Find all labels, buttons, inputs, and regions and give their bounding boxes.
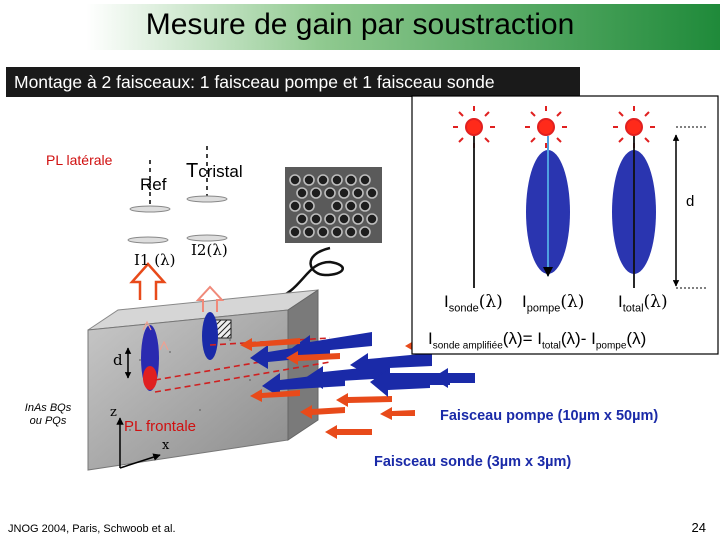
pump-spot-crystal (202, 312, 218, 360)
photonic-crystal-image (285, 167, 382, 243)
pl-frontale-label: PL frontale (124, 418, 196, 435)
pump-arrows-right (370, 368, 475, 397)
sample-label: InAs BQs ou PQs (24, 402, 72, 427)
probe-arrows-right (380, 407, 415, 420)
page-title: Mesure de gain par soustraction (145, 8, 575, 41)
pl-laterale-label: PL latérale (46, 152, 113, 168)
pump-beam-label: Faisceau pompe (10µm x 50µm) (440, 408, 659, 424)
t-cristal-label: Tcristal (186, 160, 243, 182)
probe-beam-label: Faisceau sonde (3µm x 3µm) (374, 454, 572, 470)
right-d-label: d (686, 193, 695, 210)
z-axis-label: z (110, 405, 117, 420)
i1-label: I1 (λ) (134, 251, 176, 269)
page-number: 24 (691, 520, 706, 535)
ref-label: Ref (140, 175, 167, 194)
ref-marker (128, 160, 170, 243)
wall-d-label: d (113, 351, 123, 369)
gain-formula: $I_{sonde amplifiée}(\lambda)= I_{total}(\lambda)-$ $I_{pompe}(\lambda)$ (428, 329, 647, 352)
subtitle-banner: Montage à 2 faisceaux: 1 faisceau pompe et 1 faisceau sonde (6, 67, 580, 97)
footer-citation: JNOG 2004, Paris, Schwoob et al. (8, 523, 176, 535)
i-sonde-label: $I_{sonde}(\lambda)$ (444, 292, 503, 315)
x-axis-label: x (162, 438, 170, 453)
i-total-label: $I_{total}(\lambda)$ (618, 292, 668, 315)
i2-label: I2(λ) (191, 241, 228, 259)
i1-hollow-arrow (132, 264, 164, 300)
i-pompe-label: $I_{pompe}(\lambda)$ (522, 292, 585, 315)
probe-spot-ref (143, 366, 157, 390)
